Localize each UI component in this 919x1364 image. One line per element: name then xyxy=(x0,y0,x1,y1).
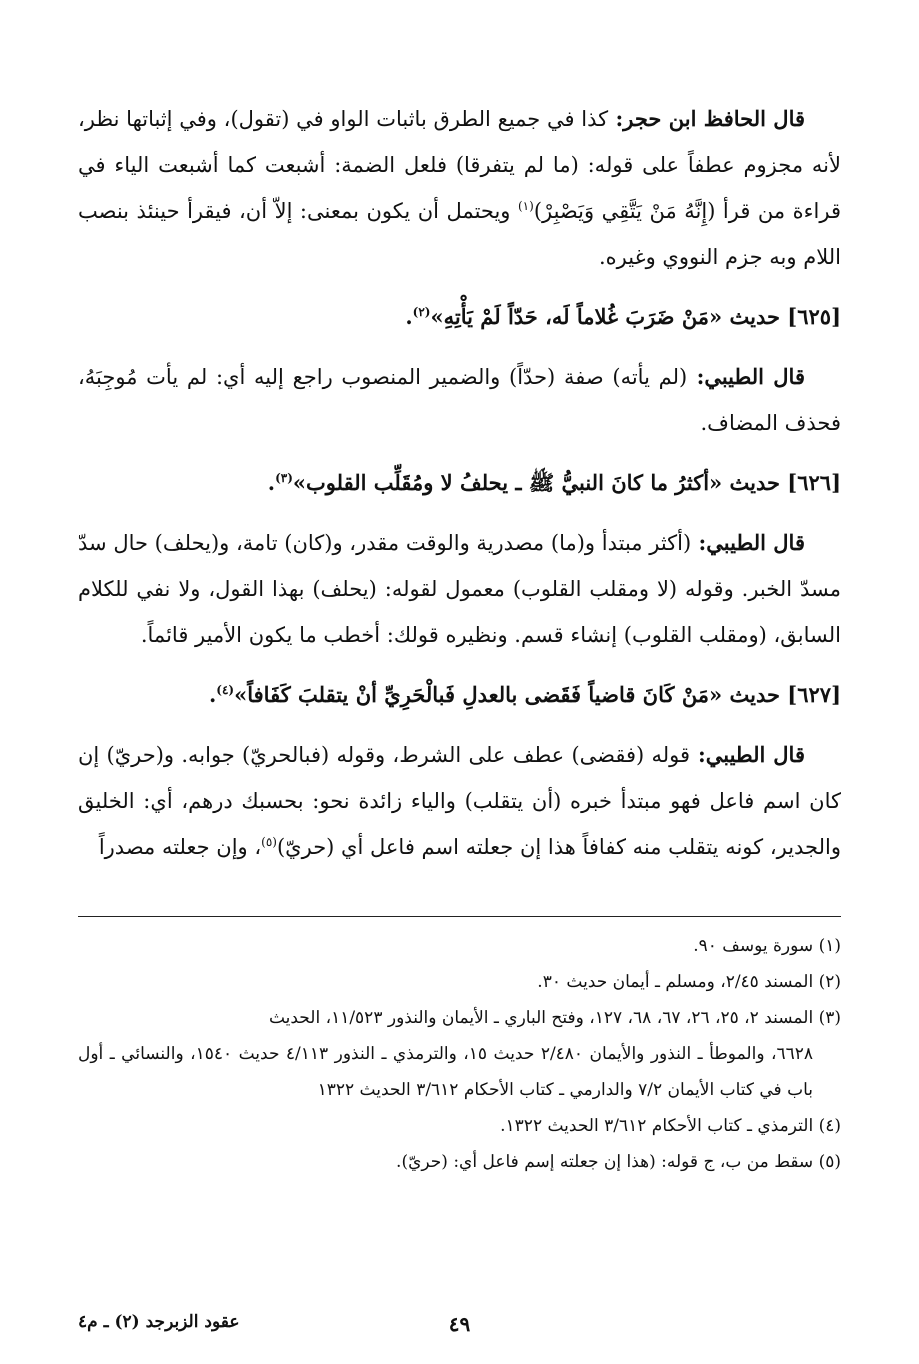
paragraph-text-tail: ، وإن جعلته مصدراً xyxy=(98,835,262,859)
hadith-627 xyxy=(78,672,841,718)
footnote-1 xyxy=(78,928,841,964)
footnote-text: سورة يوسف ٩٠. xyxy=(693,936,814,956)
hadith-text: «أكثرُ ما كانَ النبيُّ ﷺ ـ يحلفُ لا ومُقَلِّب القلوب» xyxy=(292,470,723,495)
footnote-text: الترمذي ـ كتاب الأحكام ٣/٦١٢ الحديث ١٣٢٢. xyxy=(500,1116,814,1136)
footnote-ref: (٢) xyxy=(412,305,431,319)
speaker-label: قال الطيبي: xyxy=(691,530,805,555)
footnote-4 xyxy=(78,1108,841,1144)
speaker-label: قال الحافظ ابن حجر: xyxy=(608,106,806,131)
footnote-ref: (٣) xyxy=(275,471,293,485)
paragraph-text: (لم يأته) صفة (حدّاً) والضمير المنصوب راجع إليه أي: لم يأت مُوجِبَهُ، فحذف المضاف. xyxy=(78,365,841,435)
hadith-label: [٦٢٥] حديث xyxy=(722,304,841,329)
paragraph-text-tail: ويحتمل أن يكون بمعنى: إلاّ أن، فيقرأ حينئذ بنصب اللام وبه جزم النووي وغيره. xyxy=(78,199,841,269)
paragraph-tibi-625 xyxy=(78,354,841,446)
footnote-2 xyxy=(78,964,841,1000)
running-head: عقود الزبرجد (٢) ـ م٤ xyxy=(78,1312,240,1332)
footnote-5 xyxy=(78,1144,841,1180)
paragraph-text: (أكثر مبتدأ و(ما) مصدرية والوقت مقدر، و(كان) تامة، و(يحلف) حال سدّ مسدّ الخبر. وقوله (لا ومقلب القلوب) معمول لقوله: (يحلف) بهذا القول، ولا نفي للكلام السابق، (ومقلب القلوب) إنشاء قسم. ونظيره قولك: أخطب ما يكون الأمير قائماً. xyxy=(78,531,841,647)
paragraph-tibi-627 xyxy=(78,732,841,870)
hadith-label: [٦٢٧] حديث xyxy=(722,682,841,707)
footnotes xyxy=(78,928,841,1180)
speaker-label: قال الطيبي: xyxy=(690,742,805,767)
hadith-label: [٦٢٦] حديث xyxy=(722,470,841,495)
paragraph-tibi-626 xyxy=(78,520,841,658)
footnote-text: المسند ٢/٤٥، ومسلم ـ أيمان حديث ٣٠. xyxy=(537,972,814,992)
hadith-tail: . xyxy=(208,682,217,707)
hadith-text: «مَنْ كَانَ قاضياً فَقَضى بالعدلِ فَبالْحَرِيِّ أنْ يتقلبَ كَفَافاً» xyxy=(234,682,723,707)
hadith-625 xyxy=(78,294,841,340)
footnote-number: (٢) xyxy=(818,972,841,992)
hadith-text: «مَنْ ضَرَبَ غُلاماً لَه، حَدّاً لَمْ يَأْتِهِ» xyxy=(430,304,723,329)
footnote-text: سقط من ب، ج قوله: (هذا إن جعلته إسم فاعل أي: (حريّ). xyxy=(396,1152,814,1172)
footnote-separator xyxy=(78,916,841,917)
footnote-number: (٣) xyxy=(818,1008,841,1028)
hadith-tail: . xyxy=(405,304,413,329)
footnote-number: (١) xyxy=(818,936,841,956)
speaker-label: قال الطيبي: xyxy=(687,364,805,389)
footnote-ref: (٥) xyxy=(261,835,277,849)
page-footer xyxy=(78,1312,841,1342)
footnote-3 xyxy=(78,1000,841,1108)
paragraph-ibn-hajar xyxy=(78,96,841,280)
hadith-tail: . xyxy=(267,470,276,495)
footnote-ref: (١) xyxy=(517,199,534,213)
paragraph-text: كذا في جميع الطرق باثبات الواو في (تقول)، وفي إثباتها نظر، لأنه مجزوم عطفاً على قوله: (ما لم يتفرقا) فلعل الضمة: أشبعت كما أشبعت الياء في قراءة من قرأ (إِنَّهُ مَنْ يَتَّقِي وَيَصْبِرْ) xyxy=(78,107,842,223)
page-number: ٤٩ xyxy=(448,1312,471,1336)
paragraph-text: قوله (فقضى) عطف على الشرط، وقوله (فبالحريّ) جوابه. و(حريّ) إن كان اسم فاعل فهو مبتدأ خبره (أن يتقلب) والياء زائدة نحو: بحسبك درهم، أي: الخليق والجدير، كونه يتقلب منه كفافاً هذا إن جعلته اسم فاعل أي (حريّ) xyxy=(78,743,841,859)
hadith-626 xyxy=(78,460,841,506)
footnote-ref: (٤) xyxy=(216,683,235,697)
footnote-text-continued: ٦٦٢٨، والموطأ ـ النذور والأيمان ٢/٤٨٠ حديث ١٥، والترمذي ـ النذور ٤/١١٣ حديث ١٥٤٠، والنسائي ـ أول باب في كتاب الأيمان ٧/٢ والدارمي ـ كتاب الأحكام ٣/٦١٢ الحديث ١٣٢٢ xyxy=(78,1044,813,1100)
footnote-number: (٥) xyxy=(818,1152,841,1172)
footnote-text: المسند ٢، ٢٥، ٢٦، ٦٧، ٦٨، ١٢٧، وفتح الباري ـ الأيمان والنذور ١١/٥٢٣، الحديث xyxy=(268,1008,814,1028)
footnote-number: (٤) xyxy=(818,1116,841,1136)
